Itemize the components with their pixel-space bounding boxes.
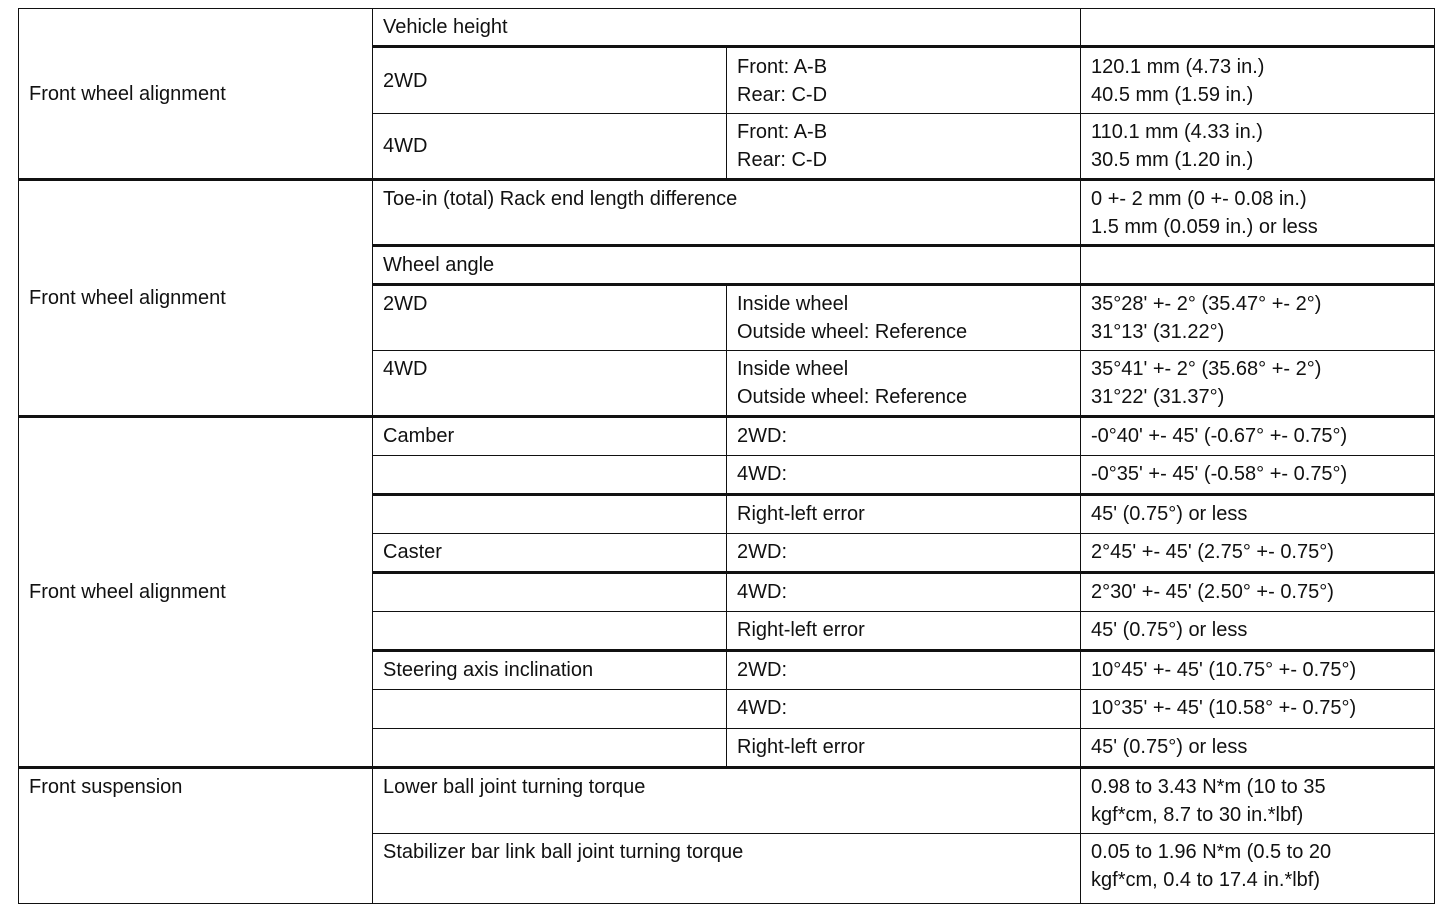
- spec-condition: 4WD:: [727, 573, 1081, 612]
- spec-condition: Front: A-B Rear: C-D: [727, 114, 1081, 180]
- spec-value: 110.1 mm (4.33 in.) 30.5 mm (1.20 in.): [1081, 114, 1435, 180]
- spec-value: 35°28' +- 2° (35.47° +- 2°) 31°13' (31.22°): [1081, 285, 1435, 351]
- spec-condition: 2WD:: [727, 651, 1081, 690]
- spec-item: Steering axis inclination: [373, 651, 727, 690]
- spec-item: [373, 729, 727, 768]
- table-row: [19, 768, 1435, 834]
- spec-item: [373, 495, 727, 534]
- table-row: [19, 417, 1435, 456]
- table-row: [19, 9, 1435, 47]
- specification-table: [18, 8, 1435, 904]
- spec-item: [373, 690, 727, 729]
- spec-item: Toe-in (total) Rack end length difference: [373, 180, 1081, 246]
- spec-value: 10°45' +- 45' (10.75° +- 0.75°): [1081, 651, 1435, 690]
- spec-item: Vehicle height: [373, 9, 1081, 47]
- spec-value: -0°40' +- 45' (-0.67° +- 0.75°): [1081, 417, 1435, 456]
- spec-condition: 4WD:: [727, 456, 1081, 495]
- table-row: [19, 180, 1435, 246]
- group-label: Front suspension: [19, 768, 373, 904]
- spec-value: 0 +- 2 mm (0 +- 0.08 in.) 1.5 mm (0.059 in.) or less: [1081, 180, 1435, 246]
- spec-condition: Right-left error: [727, 495, 1081, 534]
- spec-item: [373, 456, 727, 495]
- spec-value: 2°30' +- 45' (2.50° +- 0.75°): [1081, 573, 1435, 612]
- spec-condition: 2WD:: [727, 534, 1081, 573]
- drive-type: 2WD: [373, 47, 727, 114]
- spec-value: 45' (0.75°) or less: [1081, 612, 1435, 651]
- spec-value: [1081, 9, 1435, 47]
- spec-item: Lower ball joint turning torque: [373, 768, 1081, 834]
- spec-condition: Right-left error: [727, 729, 1081, 768]
- spec-item: [373, 573, 727, 612]
- spec-condition: Front: A-B Rear: C-D: [727, 47, 1081, 114]
- spec-value: 10°35' +- 45' (10.58° +- 0.75°): [1081, 690, 1435, 729]
- spec-value: 0.05 to 1.96 N*m (0.5 to 20 kgf*cm, 0.4 to 17.4 in.*lbf): [1081, 834, 1435, 904]
- spec-value: 2°45' +- 45' (2.75° +- 0.75°): [1081, 534, 1435, 573]
- spec-condition: Inside wheel Outside wheel: Reference: [727, 285, 1081, 351]
- spec-condition: 2WD:: [727, 417, 1081, 456]
- spec-value: 35°41' +- 2° (35.68° +- 2°) 31°22' (31.37°): [1081, 351, 1435, 417]
- spec-value: 0.98 to 3.43 N*m (10 to 35 kgf*cm, 8.7 to 30 in.*lbf): [1081, 768, 1435, 834]
- drive-type: 2WD: [373, 285, 727, 351]
- group-label: Front wheel alignment: [19, 180, 373, 417]
- spec-condition: Right-left error: [727, 612, 1081, 651]
- drive-type: 4WD: [373, 351, 727, 417]
- spec-item: Camber: [373, 417, 727, 456]
- drive-type: 4WD: [373, 114, 727, 180]
- group-label: Front wheel alignment: [19, 9, 373, 180]
- spec-value: 120.1 mm (4.73 in.) 40.5 mm (1.59 in.): [1081, 47, 1435, 114]
- spec-condition: 4WD:: [727, 690, 1081, 729]
- spec-value: -0°35' +- 45' (-0.58° +- 0.75°): [1081, 456, 1435, 495]
- spec-item: Wheel angle: [373, 246, 1081, 285]
- group-label: Front wheel alignment: [19, 417, 373, 768]
- spec-item: Stabilizer bar link ball joint turning torque: [373, 834, 1081, 904]
- spec-item: [373, 612, 727, 651]
- spec-value: 45' (0.75°) or less: [1081, 729, 1435, 768]
- spec-value: [1081, 246, 1435, 285]
- spec-condition: Inside wheel Outside wheel: Reference: [727, 351, 1081, 417]
- spec-item: Caster: [373, 534, 727, 573]
- spec-value: 45' (0.75°) or less: [1081, 495, 1435, 534]
